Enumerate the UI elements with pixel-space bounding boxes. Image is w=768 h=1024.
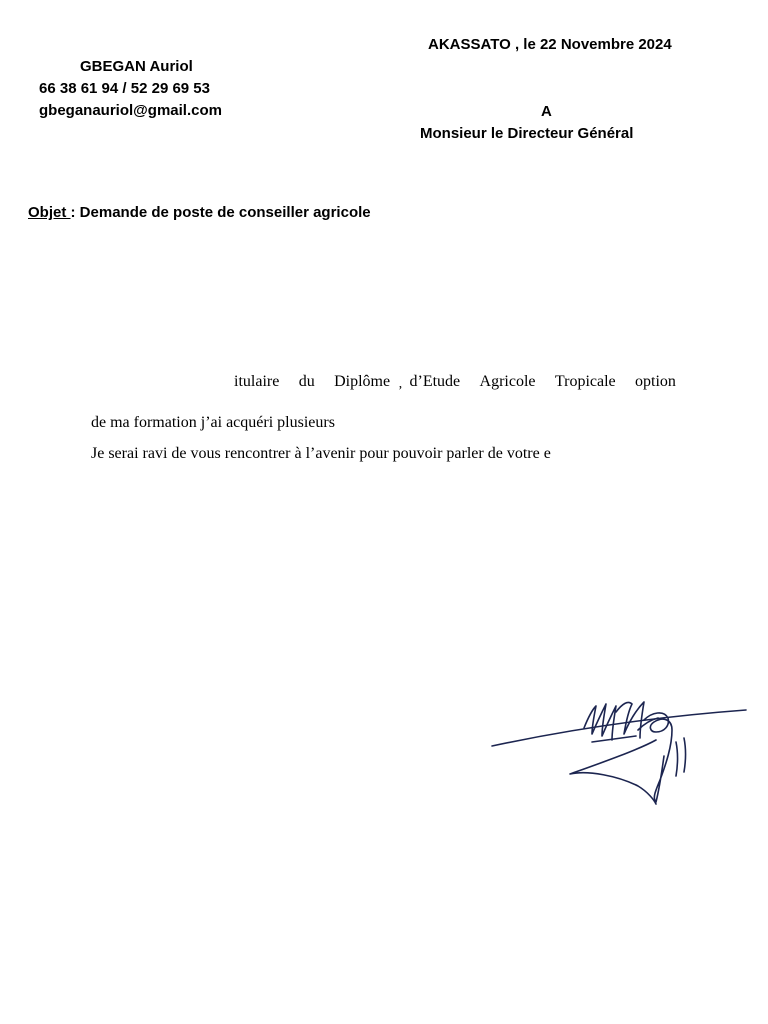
recipient-prefix: A [541, 103, 552, 120]
body-word: du [298, 373, 315, 390]
subject-label: Objet [28, 204, 71, 221]
handwritten-signature [488, 690, 750, 810]
body-word: Agricole [479, 373, 536, 390]
recipient-title: Monsieur le Directeur Général [420, 125, 634, 142]
stray-apostrophe: ’ [398, 384, 403, 399]
body-word: Diplôme [334, 373, 391, 390]
body-word: option [635, 373, 676, 390]
subject-line [28, 205, 371, 220]
sender-phone: 66 38 61 94 / 52 29 69 53 [39, 80, 210, 97]
body-paragraph-1 [234, 374, 676, 390]
sender-email: gbeganauriol@gmail.com [39, 102, 222, 119]
letter-date-place: AKASSATO , le 22 Novembre 2024 [428, 36, 672, 53]
body-paragraph-2: de ma formation j’ai acquéri plusieurs [91, 414, 335, 431]
sender-name: GBEGAN Auriol [80, 58, 193, 75]
body-word: d’Etude [409, 373, 461, 390]
body-word: itulaire [234, 373, 280, 390]
body-word: Tropicale [554, 373, 616, 390]
body-paragraph-3: Je serai ravi de vous rencontrer à l’avenir pour pouvoir parler de votre e [91, 445, 551, 462]
subject-text: : Demande de poste de conseiller agricole [70, 204, 371, 221]
